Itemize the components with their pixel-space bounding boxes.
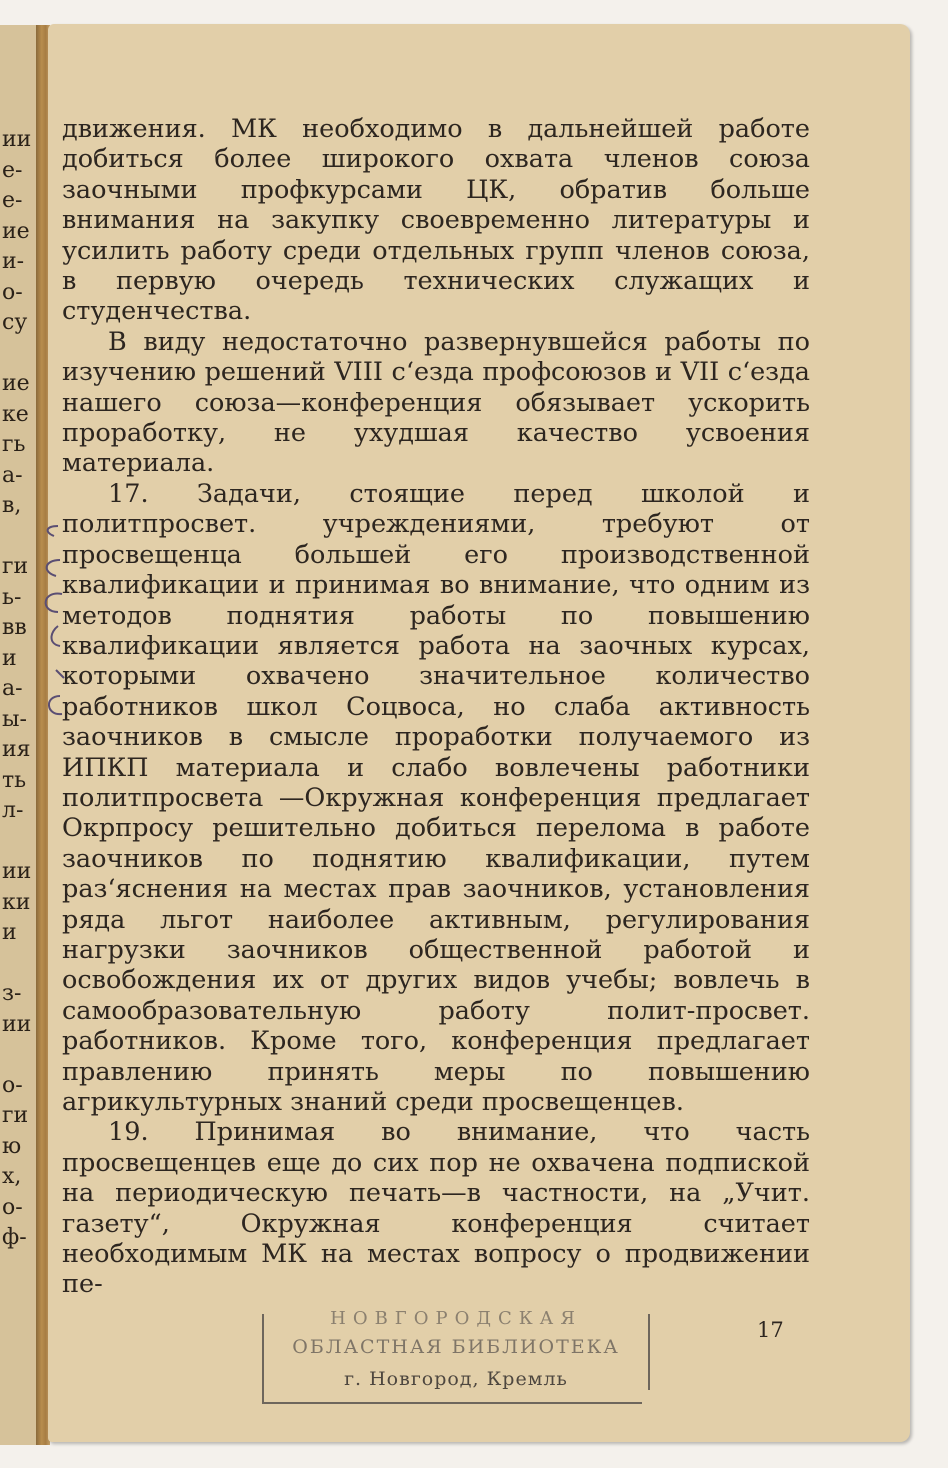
library-stamp: [262, 1306, 650, 1406]
stamp-frame-bottom: [262, 1402, 642, 1404]
page-text-block: [62, 114, 810, 1300]
previous-page-text-fragments: ии е- е- ие и- о- су ие ке гь а- в, ги ь- вв и а- ы- ия ть л- ии ки и з- ии о- ги ю х, о- ф-: [2, 127, 32, 1250]
paragraph-2: В виду недостаточно развернувшейся работы по изучению решений VIII с‘езда профсоюзов и VII с‘езда нашего союза—конференция обязывает ускорить проработку, не ухудшая качество усвоения материала.: [62, 326, 810, 479]
stamp-line-1: НОВГОРОДСКАЯ: [330, 1308, 582, 1329]
stamp-line-3: г. Новгород, Кремль: [344, 1368, 568, 1390]
paragraph-3: 17. Задачи, стоящие перед школой и политпросвет. учреждениями, требуют от просвещенца большей его производственной квалификации и принимая во внимание, что одним из методов поднятия работы по повышению квалификации является работа на заочных курсах, которыми охвачено значительное количество работников школ Соцвоса, но слаба активность заочников в смысле проработки получаемого из ИПКП материала и слабо вовлечены работники политпросвета —Окружная конференция предлагает Окрпросу решительно добиться перелома в работе заочников по поднятию квалификации, путем раз‘яснения на местах прав заочников, установления ряда льгот наиболее активным, регулирования нагрузки заочников общественной работой и освобождения их от других видов учебы; вовлечь в самообразовательную работу полит-просвет. работников. Кроме того, конференция предлагает правлению принять меры по повышению агрикультурных знаний среди просвещенцев.: [62, 478, 810, 1117]
previous-page-edge: [0, 25, 38, 1445]
stamp-line-2: ОБЛАСТНАЯ БИБЛИОТЕКА: [292, 1336, 620, 1358]
paragraph-1: движения. МК необходимо в дальнейшей работе добиться более широкого охвата членов союза заочными профкурсами ЦК, обратив больше внимания на закупку своевременно литературы и усилить работу среди отдельных групп членов союза, в первую очередь технических служащих и студенчества.: [62, 114, 810, 327]
pencil-margin-marks: [36, 520, 66, 740]
paragraph-4: 19. Принимая во внимание, что часть просвещенцев еще до сих пор не охвачена подпиской на периодическую печать—в частности, на „Учит. газету“, Окружная конференция считает необходимым МК на местах вопросу о продвижении пе-: [62, 1117, 810, 1300]
page-number: 17: [757, 1318, 784, 1342]
